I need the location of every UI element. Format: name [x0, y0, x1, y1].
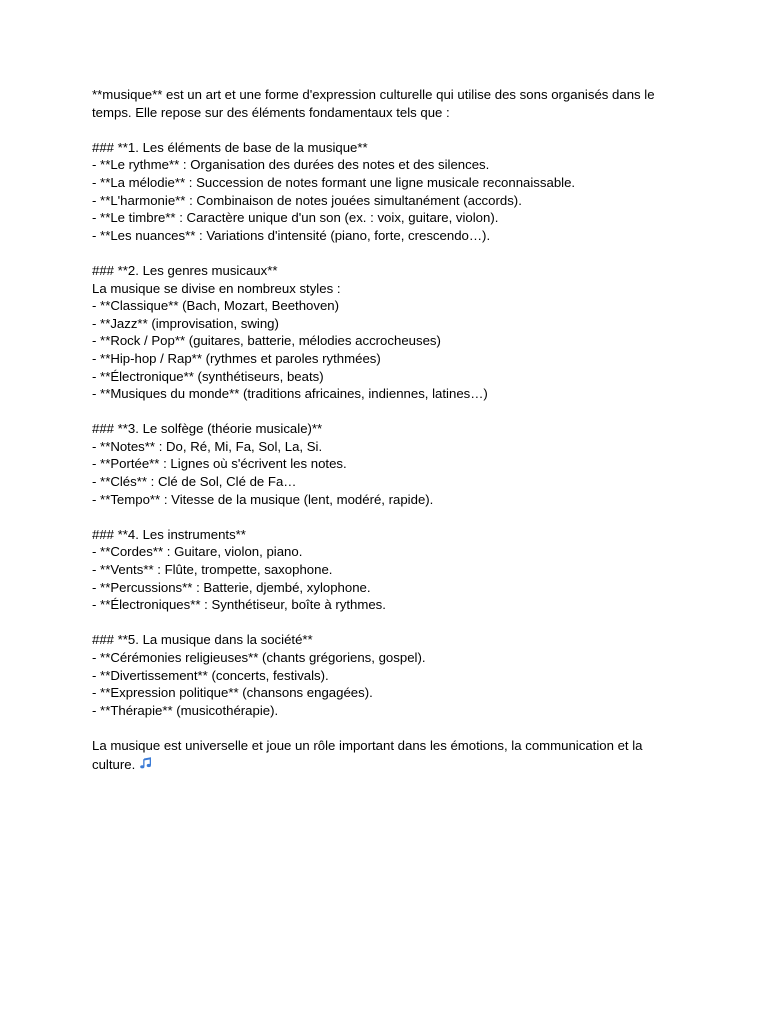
list-item: - **Cérémonies religieuses** (chants grégoriens, gospel).: [92, 650, 426, 665]
list-item: - **Vents** : Flûte, trompette, saxophone.: [92, 562, 333, 578]
list-item: - **Tempo** : Vitesse de la musique (lent, modéré, rapide).: [92, 491, 434, 507]
closing-paragraph: [92, 737, 682, 773]
section-heading: ### **1. Les éléments de base de la musique**: [92, 139, 368, 155]
list-item: - **L'harmonie** : Combinaison de notes jouées simultanément (accords).: [92, 192, 522, 208]
list-item: - **Électroniques** : Synthétiseur, boîte à rythmes.: [92, 597, 386, 613]
list-item: - **Hip-hop / Rap** (rythmes et paroles rythmées): [92, 350, 381, 366]
list-item: - **Clés** : Clé de Sol, Clé de Fa…: [92, 474, 297, 490]
section-instruments: [92, 526, 682, 614]
section-society: [92, 631, 682, 719]
list-item: - **Portée** : Lignes où s'écrivent les notes.: [92, 456, 347, 472]
document-page: [92, 86, 682, 773]
music-note-icon: [138, 755, 154, 771]
section-heading: ### **3. Le solfège (théorie musicale)**: [92, 421, 323, 437]
section-list: [92, 543, 682, 613]
section-list: [92, 297, 682, 403]
list-item: - **Thérapie** (musicothérapie).: [92, 702, 279, 718]
list-item: - **Percussions** : Batterie, djembé, xylophone.: [92, 579, 371, 595]
section-list: [92, 649, 682, 719]
section-list: [92, 156, 682, 244]
list-item: - **Notes** : Do, Ré, Mi, Fa, Sol, La, Si.: [92, 438, 323, 454]
list-item: - **La mélodie** : Succession de notes formant une ligne musicale reconnaissable.: [92, 174, 576, 190]
intro-paragraph: **musique** est un art et une forme d'expression culturelle qui utilise des sons organisés dans le temps. Elle repose sur des éléments fondamentaux tels que :: [92, 87, 659, 120]
section-heading: ### **2. Les genres musicaux**: [92, 262, 278, 278]
closing-text: La musique est universelle et joue un rôle important dans les émotions, la communication et la culture.: [92, 737, 647, 772]
list-item: - **Divertissement** (concerts, festivals).: [92, 667, 329, 683]
list-item: - **Expression politique** (chansons engagées).: [92, 685, 373, 701]
list-item: - **Classique** (Bach, Mozart, Beethoven): [92, 298, 340, 314]
section-solfege: [92, 420, 682, 508]
section-intro: La musique se divise en nombreux styles :: [92, 280, 341, 296]
list-item: - **Musiques du monde** (traditions africaines, indiennes, latines…): [92, 386, 488, 402]
section-heading: ### **4. Les instruments**: [92, 526, 246, 542]
section-genres: [92, 262, 682, 403]
list-item: - **Le rythme** : Organisation des durées des notes et des silences.: [92, 157, 490, 173]
list-item: - **Cordes** : Guitare, violon, piano.: [92, 544, 303, 560]
list-item: - **Les nuances** : Variations d'intensité (piano, forte, crescendo…).: [92, 227, 491, 243]
list-item: - **Le timbre** : Caractère unique d'un son (ex. : voix, guitare, violon).: [92, 210, 499, 226]
section-elements: [92, 139, 682, 245]
closing-paragraph-wrap: [92, 737, 682, 773]
section-heading: ### **5. La musique dans la société**: [92, 632, 313, 648]
section-list: [92, 438, 682, 508]
list-item: - **Jazz** (improvisation, swing): [92, 315, 279, 331]
list-item: - **Électronique** (synthétiseurs, beats): [92, 368, 324, 384]
list-item: - **Rock / Pop** (guitares, batterie, mélodies accrocheuses): [92, 333, 441, 349]
